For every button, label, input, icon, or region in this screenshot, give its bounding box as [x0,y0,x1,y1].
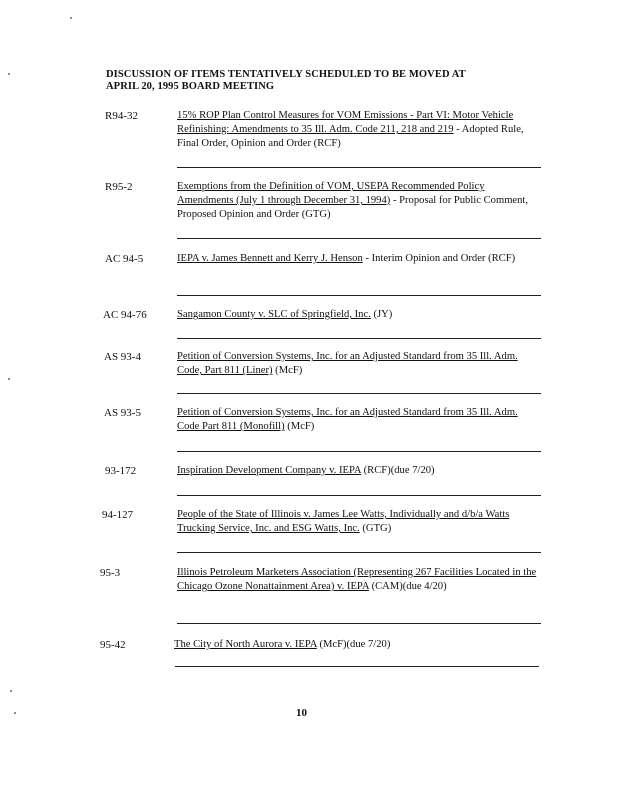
item-detail: - Adopted Rule, Final Order, Opinion and Order (RCF) [177,124,524,149]
item-number: 93-172 [105,465,137,477]
section-heading [106,69,546,93]
item-divider [177,623,541,624]
item-detail: - Interim Opinion and Order (RCF) [362,253,516,264]
item-detail: (McF)(due 7/20) [316,639,391,650]
item-text [177,252,539,266]
item-text [177,464,539,478]
item-title: 15% ROP Plan Control Measures for VOM Emissions - Part VI: Motor Vehicle Refinishing: Amendments to 35 Ill. Adm. Code 211, 218 and 219 [177,110,514,135]
item-title: People of the State of Illinois v. James Lee Watts, Individually and d/b/a Watts Trucking Service, Inc. and ESG Watts, Inc. [177,509,510,534]
item-title: Illinois Petroleum Marketers Association (Representing 267 Facilities Located in the Chicago Ozone Nonattainment Area) v. IEPA [177,567,537,592]
item-title: Exemptions from the Definition of VOM, USEPA Recommended Policy Amendments (July 1 through December 31, 1994) [177,181,485,206]
item-number: R94-32 [105,110,138,122]
item-title: The City of North Aurora v. IEPA [174,639,317,650]
item-divider [177,338,541,339]
item-text [177,566,539,594]
item-divider [177,393,541,394]
item-text [177,180,539,222]
item-title: Inspiration Development Company v. IEPA [177,465,361,476]
item-title: Sangamon County v. SLC of Springfield, Inc. [177,309,371,320]
item-divider [177,295,541,296]
item-number: R95-2 [105,181,133,193]
item-text [177,508,539,536]
item-text [177,109,539,151]
item-divider [177,451,541,452]
page-number: 10 [296,707,307,719]
item-divider [177,495,541,496]
item-text [177,406,539,434]
item-number: 95-3 [100,567,121,579]
item-detail: (McF) [284,421,315,432]
item-title: Petition of Conversion Systems, Inc. for an Adjusted Standard from 35 Ill. Adm. Code Part 811 (Monofill) [177,407,518,432]
item-divider [177,552,541,553]
item-number: AS 93-5 [104,407,141,419]
item-number: 95-42 [100,639,126,651]
item-number: 94-127 [102,509,134,521]
item-detail: (JY) [370,309,393,320]
scan-speck [8,378,10,380]
scan-speck [70,17,72,19]
scan-speck [14,712,16,714]
item-detail: - Proposal for Public Comment, Proposed Opinion and Order (GTG) [177,195,529,220]
item-detail: (CAM)(due 4/20) [368,581,447,592]
item-text [177,308,539,322]
heading-line-1: DISCUSSION OF ITEMS TENTATIVELY SCHEDULED TO BE MOVED AT [106,69,466,80]
item-number: AS 93-4 [104,351,141,363]
item-detail: (McF) [272,365,303,376]
scan-speck [10,690,12,692]
item-text [174,638,536,652]
item-number: AC 94-76 [103,309,147,321]
item-number: AC 94-5 [105,253,144,265]
item-divider [177,167,541,168]
item-detail: (RCF)(due 7/20) [361,465,435,476]
item-divider [177,238,541,239]
item-title: Petition of Conversion Systems, Inc. for an Adjusted Standard from 35 Ill. Adm. Code, Part 811 (Liner) [177,351,518,376]
item-text [177,350,539,378]
item-title: IEPA v. James Bennett and Kerry J. Henson [177,253,363,264]
item-divider [175,666,539,667]
scan-speck [8,73,10,75]
item-detail: (GTG) [359,523,392,534]
heading-line-2: APRIL 20, 1995 BOARD MEETING [106,81,275,92]
